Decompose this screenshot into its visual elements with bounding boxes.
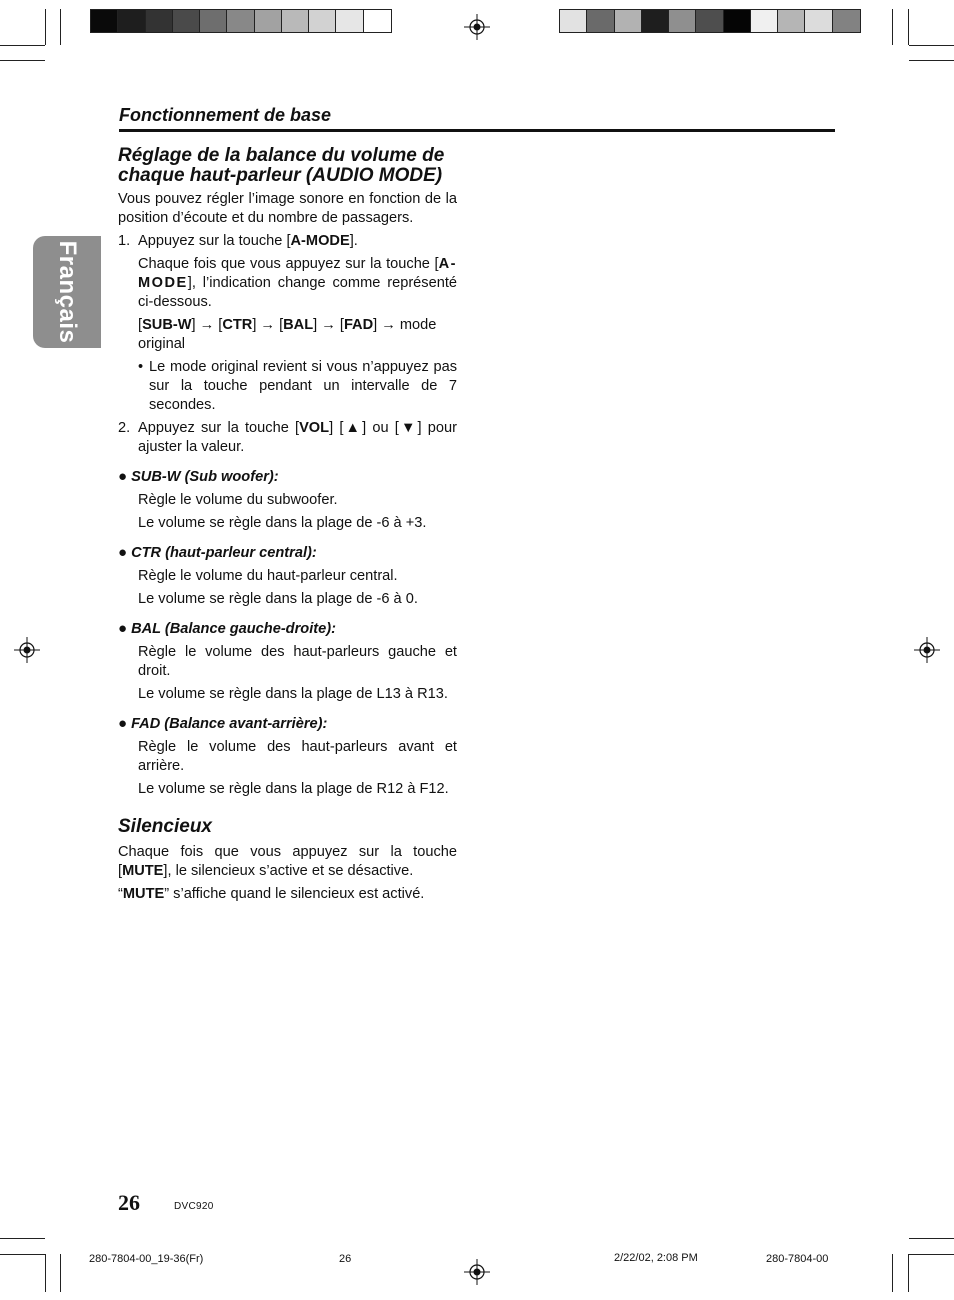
color-swatch <box>669 10 696 32</box>
footer-code: 280-7804-00 <box>766 1253 829 1265</box>
color-swatch <box>642 10 669 32</box>
mode-fad <box>118 714 457 799</box>
color-swatch <box>364 10 391 32</box>
step-1 <box>118 232 457 251</box>
registration-mark-icon <box>914 637 940 663</box>
step-1-detail: Chaque fois que vous appuyez sur la touche [A-MODE], l’indication change comme représenté ci-dessous. <box>138 256 457 310</box>
mute-paragraph-2: “MUTE” s’affiche quand le silencieux est activé. <box>118 886 425 902</box>
mode-heading: ● SUB-W (Sub woofer): <box>118 468 279 485</box>
mode-heading: ● CTR (haut-parleur central): <box>118 544 317 561</box>
color-swatch <box>778 10 805 32</box>
color-swatch <box>255 10 282 32</box>
model-name: DVC920 <box>174 1201 214 1212</box>
step-1-note <box>138 358 457 415</box>
color-calibration-bar-left <box>90 9 392 33</box>
color-swatch <box>173 10 200 32</box>
mute-paragraph-1: Chaque fois que vous appuyez sur la touche [MUTE], le silencieux s’active et se désactive. <box>118 844 457 879</box>
color-swatch <box>560 10 587 32</box>
mode-range: Le volume se règle dans la plage de -6 à 0. <box>138 591 418 607</box>
mode-description: Règle le volume du subwoofer. <box>138 492 338 508</box>
color-swatch <box>309 10 336 32</box>
color-swatch <box>146 10 173 32</box>
color-swatch <box>91 10 118 32</box>
step-number: 2. <box>118 420 131 436</box>
color-swatch <box>805 10 832 32</box>
mode-range: Le volume se règle dans la plage de L13 à R13. <box>138 686 448 702</box>
mode-description: Règle le volume du haut-parleur central. <box>138 568 398 584</box>
mode-sequence: [SUB-W] → [CTR] → [BAL] → [FAD] → mode original <box>138 317 437 352</box>
footer-date: 2/22/02, 2:08 PM <box>614 1252 698 1264</box>
mode-bal <box>118 619 457 704</box>
mode-ctr <box>118 543 457 609</box>
step-2 <box>118 419 457 457</box>
color-swatch <box>724 10 751 32</box>
color-swatch <box>615 10 642 32</box>
color-swatch <box>227 10 254 32</box>
footer-page: 26 <box>339 1253 352 1265</box>
intro-paragraph: Vous pouvez régler l’image sonore en fonction de la position d’écoute et du nombre de passagers. <box>118 191 457 226</box>
bullet-dot: • <box>138 359 144 375</box>
mute-heading: Silencieux <box>118 816 212 837</box>
step-text: Appuyez sur la touche [VOL] [▲] ou [▼] pour ajuster la valeur. <box>138 420 458 455</box>
registration-mark-icon <box>464 1259 490 1285</box>
registration-mark-icon <box>464 14 490 40</box>
section-header: Fonctionnement de base <box>119 104 835 132</box>
step-text: Appuyez sur la touche [A-MODE]. <box>138 233 358 249</box>
mode-heading: ● BAL (Balance gauche-droite): <box>118 620 336 637</box>
mode-range: Le volume se règle dans la plage de -6 à +3. <box>138 515 427 531</box>
color-swatch <box>696 10 723 32</box>
main-column <box>118 146 457 908</box>
footer-file-name: 280-7804-00_19-36(Fr) <box>89 1253 204 1265</box>
language-tab <box>33 236 101 348</box>
color-swatch <box>118 10 145 32</box>
note-text: Le mode original revient si vous n’appuyez pas sur la touche pendant un intervalle de 7 secondes. <box>149 359 457 413</box>
page-title: Réglage de la balance du volume de chaque haut-parleur (AUDIO MODE) <box>118 145 445 186</box>
mode-sub-w <box>118 467 457 533</box>
color-swatch <box>336 10 363 32</box>
color-swatch <box>282 10 309 32</box>
color-swatch <box>200 10 227 32</box>
mode-range: Le volume se règle dans la plage de R12 à F12. <box>138 781 449 797</box>
mode-description: Règle le volume des haut-parleurs avant et arrière. <box>138 739 457 774</box>
mode-heading: ● FAD (Balance avant-arrière): <box>118 715 328 732</box>
color-swatch <box>833 10 860 32</box>
mode-description: Règle le volume des haut-parleurs gauche et droit. <box>138 644 457 679</box>
registration-mark-icon <box>14 637 40 663</box>
color-swatch <box>587 10 614 32</box>
step-number: 1. <box>118 233 131 249</box>
color-swatch <box>751 10 778 32</box>
language-tab-label: Français <box>54 240 81 344</box>
color-calibration-bar-right <box>559 9 861 33</box>
page-number: 26 <box>118 1190 140 1215</box>
